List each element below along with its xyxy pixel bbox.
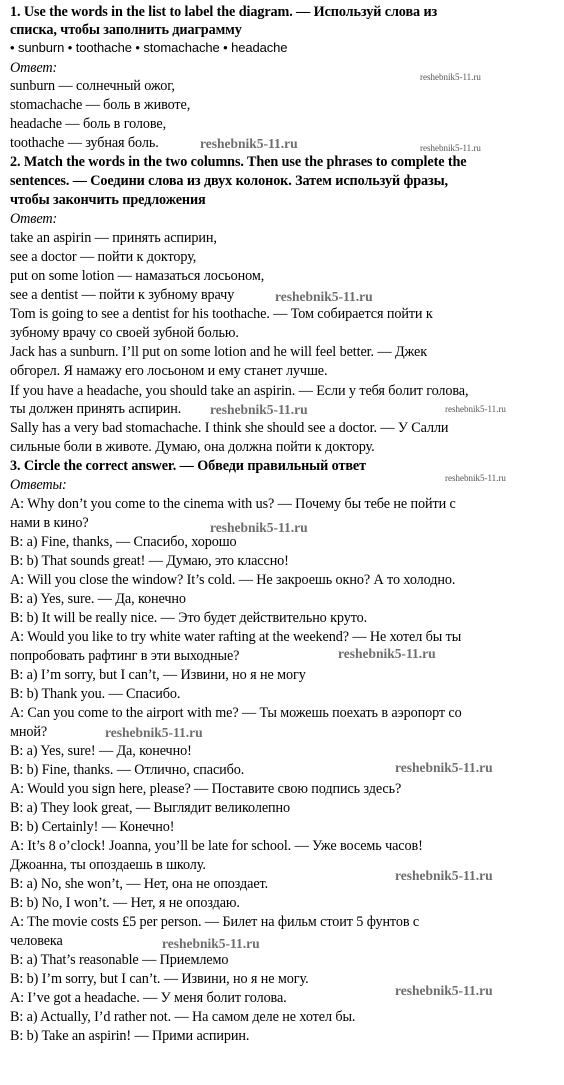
text-line: мной? — [10, 724, 48, 740]
text-line: B: b) Take an aspirin! — Прими аспирин. — [10, 1028, 250, 1044]
text-line: take an aspirin — принять аспирин, — [10, 230, 217, 246]
watermark: reshebnik5-11.ru — [105, 725, 203, 740]
text-line: put on some lotion — намазаться лосьоном, — [10, 268, 265, 284]
text-line: B: b) Fine, thanks. — Отлично, спасибо. — [10, 762, 245, 778]
text-line: B: b) It will be really nice. — Это будет действительно круто. — [10, 610, 368, 626]
section-heading-line: 3. Circle the correct answer. — Обведи правильный ответ — [10, 458, 366, 474]
text-line: Jack has a sunburn. I’ll put on some lotion and he will feel better. — Джек — [10, 344, 428, 360]
text-line: A: Why don’t you come to the cinema with us? — Почему бы тебе не пойти с — [10, 496, 456, 512]
watermark: reshebnik5-11.ru — [162, 936, 260, 951]
text-line: человека — [10, 933, 63, 949]
text-line: B: a) Yes, sure. — Да, конечно — [10, 591, 186, 607]
watermark: reshebnik5-11.ru — [395, 983, 493, 998]
text-line: B: b) That sounds great! — Думаю, это классно! — [10, 553, 289, 569]
text-line: If you have a headache, you should take an aspirin. — Если у тебя болит голова, — [10, 383, 469, 399]
text-line: A: The movie costs £5 per person. — Билет на фильм стоит 5 фунтов с — [10, 914, 420, 930]
watermark: reshebnik5-11.ru — [395, 760, 493, 775]
section-heading-line: чтобы закончить предложения — [10, 192, 206, 208]
watermark: reshebnik5-11.ru — [395, 868, 493, 883]
text-line: toothache — зубная боль. — [10, 135, 159, 151]
watermark: reshebnik5-11.ru — [445, 404, 506, 414]
watermark: reshebnik5-11.ru — [420, 143, 481, 153]
watermark: reshebnik5-11.ru — [275, 289, 373, 304]
text-line: sunburn — солнечный ожог, — [10, 78, 175, 94]
text-line: see a doctor — пойти к доктору, — [10, 249, 197, 265]
answer-label: Ответ: — [10, 60, 58, 76]
watermark: reshebnik5-11.ru — [445, 473, 506, 483]
text-line: B: b) Thank you. — Спасибо. — [10, 686, 181, 702]
text-line: A: Can you come to the airport with me? — Ты можешь поехать в аэропорт со — [10, 705, 462, 721]
watermark: reshebnik5-11.ru — [420, 72, 481, 82]
text-line: Sally has a very bad stomachache. I think she should see a doctor. — У Салли — [10, 420, 449, 436]
text-line: попробовать рафтинг в эти выходные? — [10, 648, 240, 664]
text-line: B: a) No, she won’t, — Нет, она не опоздает. — [10, 876, 269, 892]
text-line: B: a) They look great, — Выглядит великолепно — [10, 800, 290, 816]
text-line: нами в кино? — [10, 515, 89, 531]
section-heading-line: 1. Use the words in the list to label the diagram. — Используй слова из — [10, 4, 438, 20]
watermark: reshebnik5-11.ru — [210, 402, 308, 417]
watermark: reshebnik5-11.ru — [338, 646, 436, 661]
text-line: A: Would you like to try white water rafting at the weekend? — Не хотел бы ты — [10, 629, 462, 645]
text-line: B: b) I’m sorry, but I can’t. — Извини, но я не могу. — [10, 971, 309, 987]
answer-label: Ответ: — [10, 211, 58, 227]
text-line: B: a) I’m sorry, but I can’t, — Извини, но я не могу — [10, 667, 306, 683]
text-line: B: a) Fine, thanks, — Спасибо, хорошо — [10, 534, 237, 550]
text-line: see a dentist — пойти к зубному врачу — [10, 287, 235, 303]
text-line: stomachache — боль в животе, — [10, 97, 191, 113]
text-line: A: I’ve got a headache. — У меня болит голова. — [10, 990, 287, 1006]
section-heading-line: sentences. — Соедини слова из двух колонок. Затем используй фразы, — [10, 173, 449, 189]
answer-label: Ответы: — [10, 477, 67, 493]
text-line: обгорел. Я намажу его лосьоном и ему станет лучше. — [10, 363, 328, 379]
text-line: • sunburn • toothache • stomachache • headache — [10, 40, 288, 55]
text-line: headache — боль в голове, — [10, 116, 167, 132]
watermark: reshebnik5-11.ru — [200, 136, 298, 151]
text-line: Джоанна, ты опоздаешь в школу. — [10, 857, 206, 873]
text-line: ты должен принять аспирин. — [10, 401, 182, 417]
text-line: B: b) No, I won’t. — Нет, я не опоздаю. — [10, 895, 240, 911]
text-line: Tom is going to see a dentist for his toothache. — Том собирается пойти к — [10, 306, 433, 322]
text-line: B: a) Yes, sure! — Да, конечно! — [10, 743, 192, 759]
section-heading-line: 2. Match the words in the two columns. Then use the phrases to complete the — [10, 154, 467, 170]
text-line: A: Will you close the window? It’s cold. — Не закроешь окно? А то холодно. — [10, 572, 456, 588]
text-line: сильные боли в животе. Думаю, она должна пойти к доктору. — [10, 439, 375, 455]
watermark: reshebnik5-11.ru — [210, 520, 308, 535]
text-line: B: b) Certainly! — Конечно! — [10, 819, 175, 835]
text-line: B: a) Actually, I’d rather not. — На самом деле не хотел бы. — [10, 1009, 356, 1025]
text-line: B: a) That’s reasonable — Приемлемо — [10, 952, 229, 968]
text-line: A: Would you sign here, please? — Поставите свою подпись здесь? — [10, 781, 402, 797]
section-heading-line: списка, чтобы заполнить диаграмму — [10, 22, 242, 38]
text-line: зубному врачу со своей зубной болью. — [10, 325, 239, 341]
text-line: A: It’s 8 o’clock! Joanna, you’ll be late for school. — Уже восемь часов! — [10, 838, 423, 854]
